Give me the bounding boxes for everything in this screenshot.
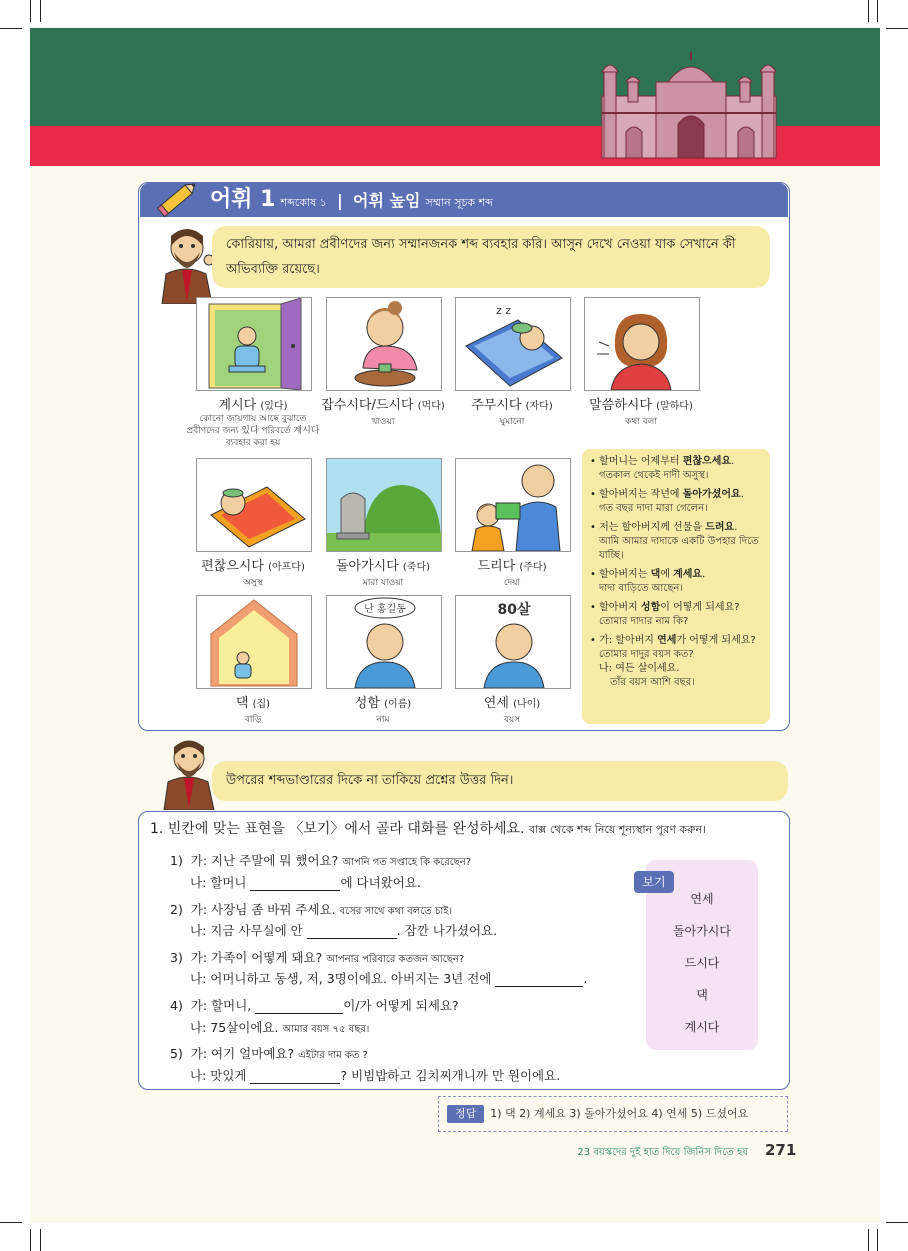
q2-line-b: 나: 지금 사무실에 안 . 잠깐 나가셨어요. (190, 923, 498, 938)
example-4: • 할아버지는 댁에 계세요. দাদা বাড়িতে আছেন। (590, 569, 706, 594)
picture-yeonse (455, 595, 571, 689)
picture-daek (196, 595, 312, 689)
intro-speech-text: কোরিয়ায়, আমরা প্রবীণদের জন্য সম্মানজনক শব্দ ব্যবহার করি। আসুন দেখে নেওয়া যাক সেখানে কী অভিব্যক্তি রয়েছে। (226, 237, 736, 277)
vocab-bn-9: নাম (376, 715, 390, 725)
picture-doragasida (326, 458, 442, 552)
vocab-label-5: 편찮으시다 (아프다) (201, 559, 305, 574)
example-5: • 할아버지 성함이 어떻게 되세요? তোমার দাদার নাম কি? (590, 602, 740, 627)
title-topic-bn: সম্মান সূচক শব্দ (425, 196, 493, 209)
teacher-illustration-2 (160, 736, 218, 810)
vocab-bn-1: কোনো জায়গায় আছে বুঝাতে প্রবীণদের জন্য 있다 পরিবর্তে 계시다 ব্যবহার করা হয় (186, 414, 320, 448)
example-3: • 저는 할아버지께 선물을 드려요. আমি আমার দাদাকে একটি উপহার দিতে যাচ্ছি। (590, 522, 759, 561)
vocab-label-1: 계시다 (있다) (218, 398, 288, 413)
word-bank-item: 드시다 (684, 956, 720, 970)
vocab-label-3: 주무시다 (자다) (471, 398, 553, 413)
vocab-label-8: 댁 (집) (235, 696, 271, 711)
q3-line-a: 3) 가: 가족이 어떻게 돼요? আপনার পরিবারে কতজন আছেন? (170, 950, 465, 965)
word-bank-item: 계시다 (684, 1020, 720, 1034)
vocab-label-6: 돌아가시다 (죽다) (335, 559, 431, 574)
vocab-bn-3: ঘুমানো (499, 417, 525, 427)
vocab-label-10: 연세 (나이) (483, 696, 541, 711)
picture-malsseumhasida (584, 297, 700, 391)
title-divider: | (337, 191, 343, 210)
title-main: 어휘 1 (210, 187, 276, 212)
intro-speech-bubble (212, 226, 770, 288)
picture-seongham (326, 595, 442, 689)
vocab-label-9: 성함 (이름) (354, 696, 412, 711)
q2-line-a: 2) 가: 사장님 좀 바꿔 주세요. বসের সাথে কথা বলতে চাই। (170, 902, 453, 917)
q4-line-b: 나: 75살이에요. আমার বয়স ৭৫ বছর। (190, 1020, 370, 1035)
example-1: • 할머니는 어제부터 편찮으세요. গতকাল থেকেই দাদী অসুস্থ। (590, 456, 735, 481)
title-topic: 어휘 높임 (353, 191, 421, 210)
answer-key-label: 정답 (447, 1105, 484, 1123)
q5-line-b: 나: 맛있게 ? 비빔밥하고 김치찌개니까 만 원이에요. (190, 1068, 561, 1083)
answer-key-text: 1) 댁 2) 계세요 3) 돌아가셨어요 4) 연세 5) 드셨어요 (490, 1107, 749, 1120)
page-number: 271 (765, 1141, 797, 1159)
word-bank-label: 보기 (634, 871, 674, 893)
q5-blank[interactable] (250, 1069, 340, 1084)
vocab-label-7: 드리다 (주다) (477, 559, 547, 574)
age-label-text: 80살 (497, 602, 531, 618)
q3-blank[interactable] (495, 972, 583, 987)
vocab-bn-8: বাড়ি (244, 715, 262, 725)
speech-name-text: 난 홍길동 (364, 604, 406, 615)
exercise-title: 1. 빈칸에 맞는 표현을 〈보기〉에서 골라 대화를 완성하세요. বাক্স থেকে শব্দ নিয়ে শূন্যস্থান পূরণ করুন। (150, 821, 706, 837)
picture-pyeonchaneusida (196, 458, 312, 552)
word-bank-item: 연세 (690, 892, 714, 906)
vocab-label-4: 말씀하시다 (말하다) (589, 398, 693, 413)
word-bank-item: 돌아가시다 (673, 924, 731, 938)
teacher-illustration (158, 222, 216, 304)
example-2: • 할아버지는 작년에 돌아가셨어요. গত বছর দাদা মারা গেলেন। (590, 489, 744, 514)
picture-japsusida (326, 297, 442, 391)
fort-illustration (598, 52, 780, 162)
vocab-bn-10: বয়স (503, 715, 521, 725)
picture-deurida (455, 458, 571, 552)
vocab-bn-2: খাওয়া (371, 417, 395, 427)
instruction-speech-bubble (212, 761, 788, 801)
picture-jumusida (455, 297, 571, 391)
title-bn: শব্দকোষ ১ (280, 196, 327, 209)
vocab-bn-7: দেয়া (503, 578, 521, 588)
q1-blank[interactable] (250, 876, 340, 891)
vocab-label-2: 잡수시다/드시다 (먹다) (321, 398, 445, 413)
word-bank-item: 댁 (696, 988, 708, 1002)
svg-text:z z: z z (496, 304, 512, 317)
q2-blank[interactable] (307, 924, 397, 939)
instruction-speech-text: উপরের শব্দভাণ্ডারের দিকে না তাকিয়ে প্রশ্নের উত্তর দিন। (226, 773, 514, 788)
q1-line-a: 1) 가: 지난 주말에 뭐 했어요? আপনি গত সপ্তাহে কি করেছেন? (170, 853, 472, 868)
footer-note: 23 বয়স্কদের দুই হাত দিয়ে জিনিস দিতে হয় (577, 1147, 748, 1158)
q5-line-a: 5) 가: 여기 얼마예요? এইটার দাম কত ? (170, 1046, 368, 1061)
picture-gyesida (196, 297, 312, 391)
vocab-bn-6: মারা যাওয়া (362, 578, 404, 588)
q1-line-b: 나: 할머니 에 다녀왔어요. (190, 875, 421, 890)
q4-blank[interactable] (255, 999, 343, 1014)
q4-line-a: 4) 가: 할머니, 이/가 어떻게 되세요? (170, 998, 459, 1013)
vocab-bn-5: অসুস্থ (243, 578, 263, 588)
section-title (210, 183, 493, 217)
vocab-bn-4: কথা বলা (625, 417, 657, 427)
example-6: • 가: 할아버지 연세가 어떻게 되세요? তোমার দাদুর বয়স কত? 나: 여든 살이세요. তাঁর বয়স আশি বছর। (590, 635, 756, 688)
pencil-icon (156, 176, 202, 220)
q3-line-b: 나: 어머니하고 동생, 저, 3명이에요. 아버지는 3년 전에 . (190, 971, 588, 986)
example-sentences (582, 449, 770, 724)
answer-key (438, 1096, 788, 1132)
